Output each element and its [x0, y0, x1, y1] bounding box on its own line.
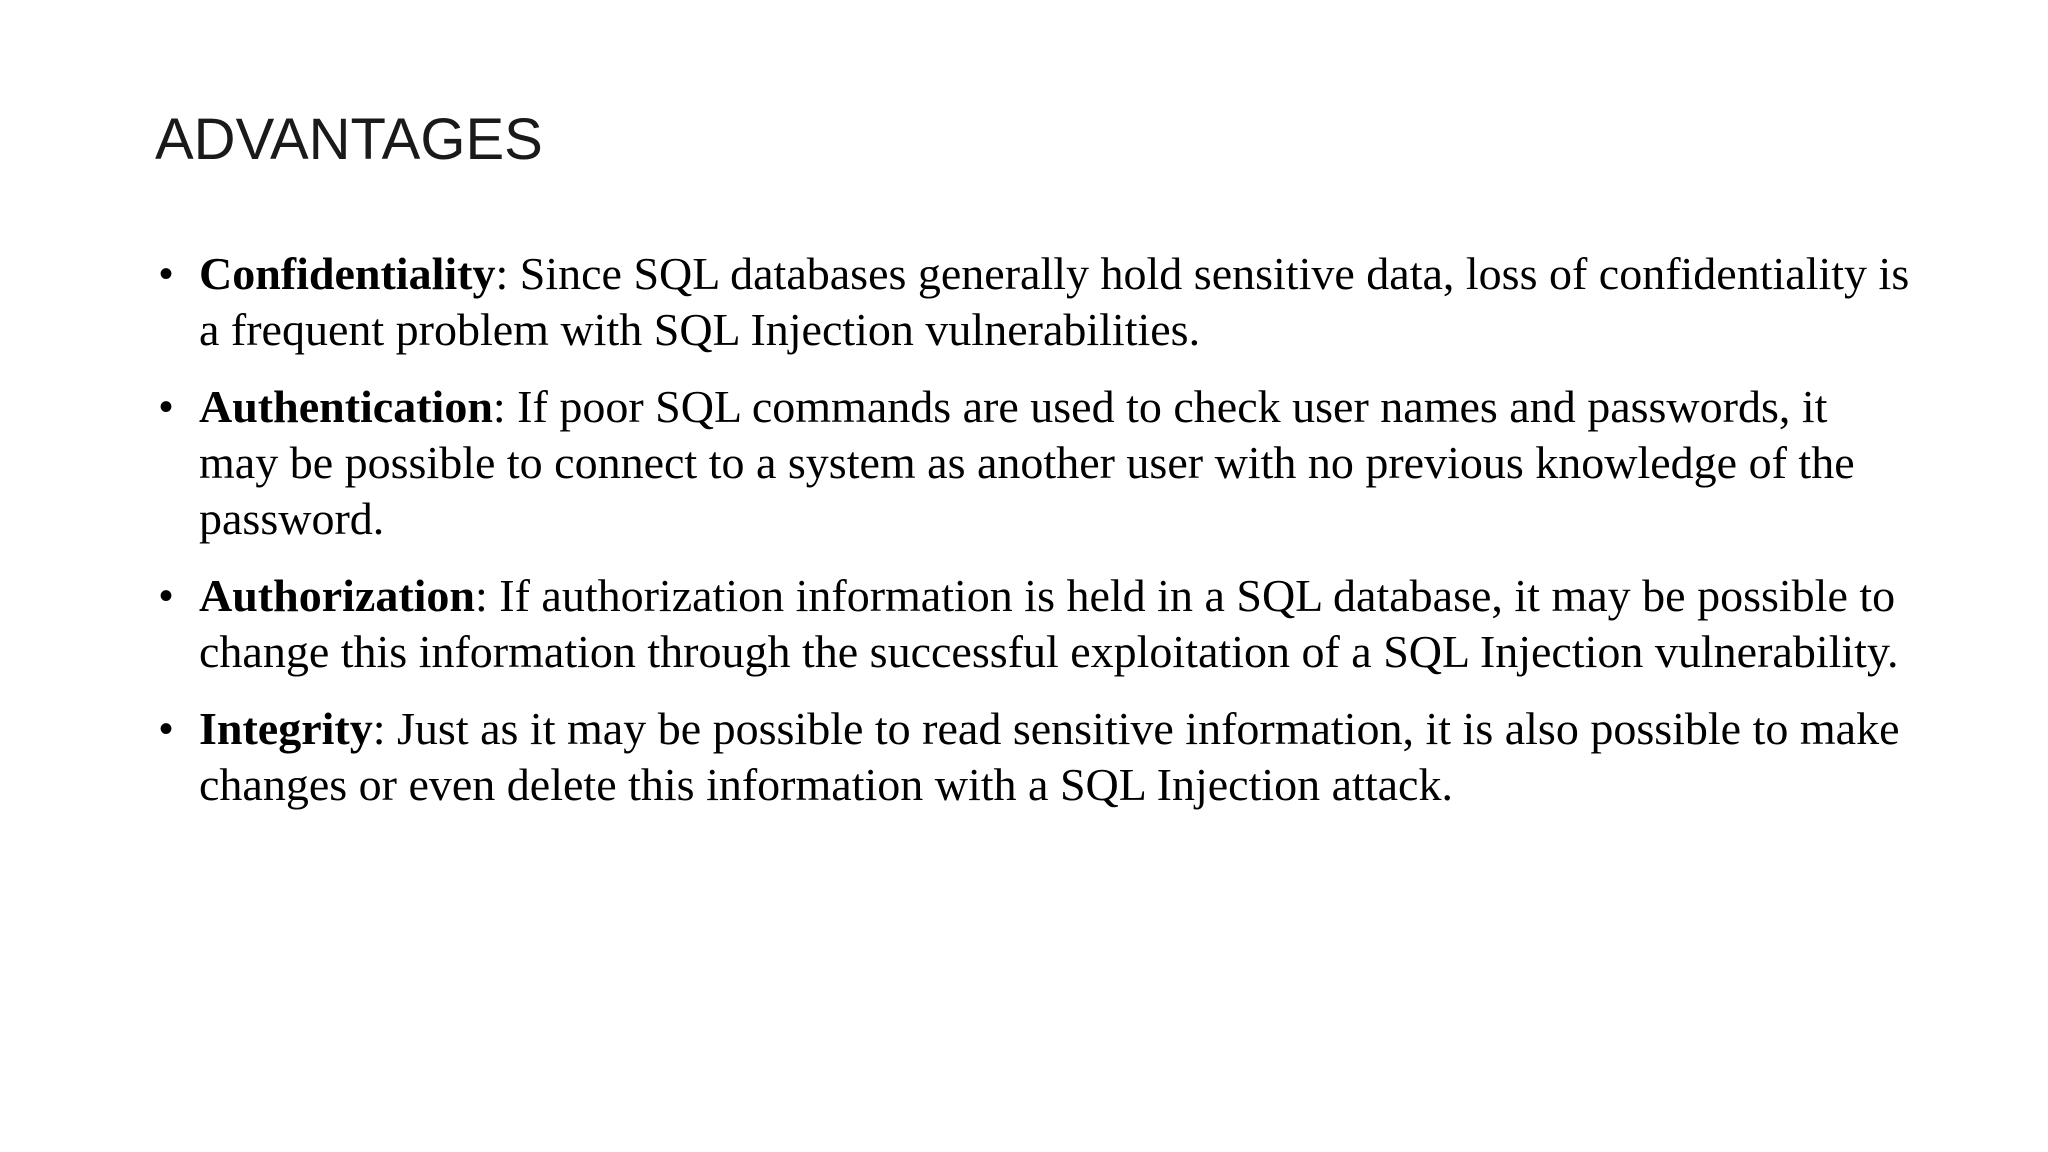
bullet-term: Authorization	[199, 570, 475, 621]
bullet-dot-icon: •	[159, 385, 174, 429]
bullet-text: : Just as it may be possible to read sensitive information, it is also possible to make changes or even delete this information with a SQL Injection attack.	[199, 703, 1900, 810]
bullet-dot-icon: •	[159, 252, 174, 296]
bullet-dot-icon: •	[159, 707, 174, 751]
bullet-term: Integrity	[199, 703, 373, 754]
bullet-item-integrity	[155, 701, 1915, 813]
bullet-term: Authentication	[199, 381, 493, 432]
bullet-term: Confidentiality	[199, 248, 496, 299]
bullet-text: : If poor SQL commands are used to check user names and passwords, it may be possible to connect to a system as another user with no previous knowledge of the password.	[199, 381, 1855, 544]
bullet-item-authentication	[155, 379, 1915, 547]
slide-title: ADVANTAGES	[155, 107, 543, 172]
bullet-dot-icon: •	[159, 574, 174, 618]
bullet-list	[155, 246, 1915, 834]
bullet-item-confidentiality	[155, 246, 1915, 358]
bullet-item-authorization	[155, 568, 1915, 680]
bullet-text: : If authorization information is held in a SQL database, it may be possible to change this information through the successful exploitation of a SQL Injection vulnerability.	[199, 570, 1899, 677]
bullet-text: : Since SQL databases generally hold sensitive data, loss of confidentiality is a frequent problem with SQL Injection vulnerabilities.	[199, 248, 1910, 355]
